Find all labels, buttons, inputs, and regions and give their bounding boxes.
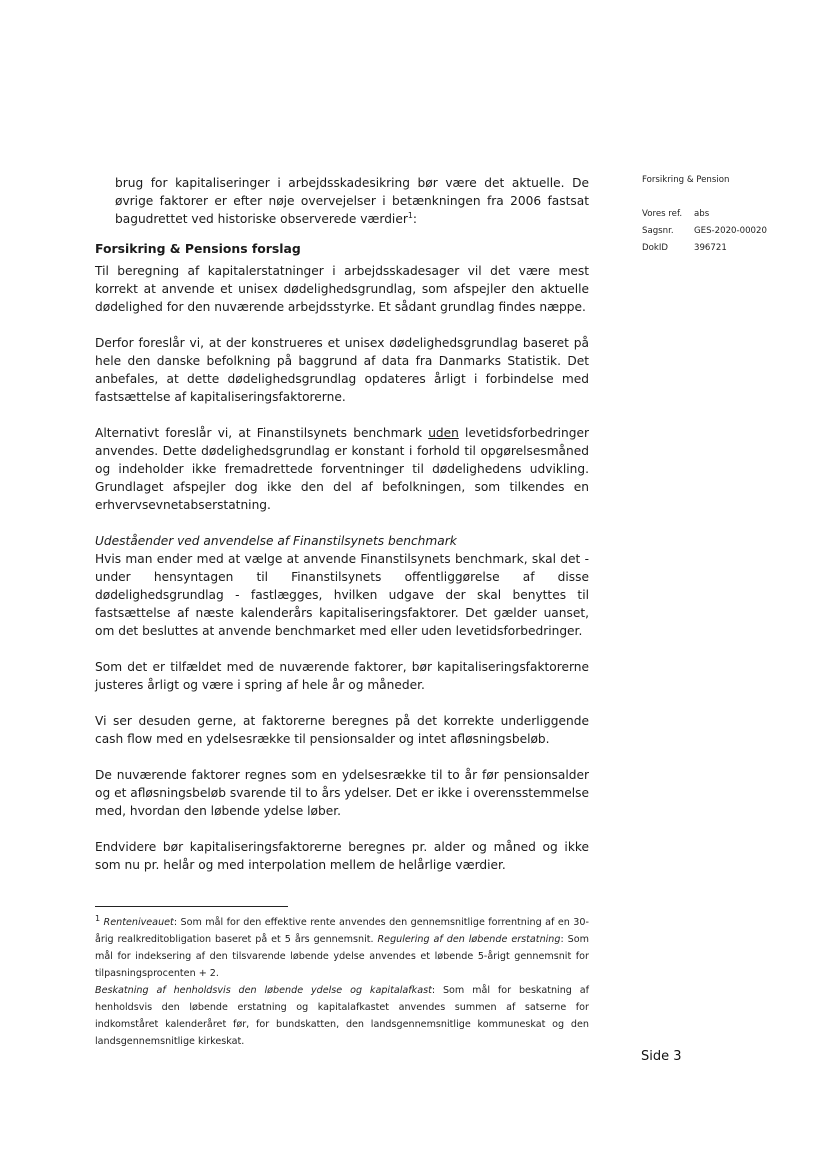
footnote-divider [95, 906, 288, 907]
paragraph-3-underlined: uden [428, 426, 459, 440]
document-metadata [642, 175, 767, 256]
meta-key: Sagsnr. [642, 225, 674, 236]
meta-key: Vores ref. [642, 208, 683, 219]
footnote-label: Regulering af den løbende erstatning [377, 934, 561, 945]
meta-value: 396721 [694, 242, 727, 253]
paragraph-8: Endvidere bør kapitaliseringsfaktorerne beregnes pr. alder og måned og ikke som nu pr. helår og med interpolation mellem de helårlige værdier. [95, 840, 589, 872]
meta-key: DokID [642, 242, 669, 253]
paragraph-2: Derfor foreslår vi, at der konstrueres et unisex dødelighedsgrundlag baseret på hele den danske befolkning på baggrund af data fra Danmarks Statistik. Det anbefales, at dette dødelighedsgrundlag opdateres årligt i forbindelse med fastsættelse af kapitaliseringsfaktorerne. [95, 336, 589, 404]
footnote-label: Renteniveauet [103, 917, 174, 928]
paragraph-7: De nuværende faktorer regnes som en ydelsesrække til to år før pensionsalder og et afløsningsbeløb svarende til to års ydelser. Det er ikke i overensstemmelse med, hvordan den løbende ydelse løber. [95, 768, 589, 818]
paragraph-3 [95, 424, 589, 514]
footnote-body: : Som mål for den effektive rente anvendes den gennemsnitlige forrentning af en 30-årig realkreditobligation baseret på et 5 års gennemsnit. [95, 917, 589, 945]
footnote-body: : Som mål for beskatning af henholdsvis den løbende erstatning og kapitalafkastet anvendes summen af satserne for indkomståret kalenderåret før, for bundskatten, den landsgennemsnitlige kommuneskat og den landsgennemsnitlige kirkeskat. [95, 985, 590, 1047]
main-text [95, 174, 589, 874]
footnote [95, 914, 589, 1050]
subheading: Udeståender ved anvendelse af Finanstilsynets benchmark [95, 534, 457, 548]
intro-text: brug for kapitaliseringer i arbejdsskadesikring bør være det aktuelle. De øvrige faktorer er efter nøje overvejelser i betænkningen fra 2006 fastsat bagudrettet ved historiske observerede værdier [115, 176, 589, 226]
footnote-ref: 1 [407, 210, 413, 220]
paragraph-4: Hvis man ender med at vælge at anvende Finanstilsynets benchmark, skal det - under hensyntagen til Finanstilsynets offentliggørelse af disse dødelighedsgrundlag - fastlægges, hvilken udgave der skal benyttes til fastsættelse af næste kalenderårs kapitaliseringsfaktorer. Det gælder uanset, om det besluttes at anvende benchmarket med eller uden levetidsforbedringer. [95, 552, 589, 638]
paragraph-1: Til beregning af kapitalerstatninger i arbejdsskadesager vil det være mest korrekt at anvende et unisex dødelighedsgrundlag, som afspejler den aktuelle dødelighed for den nuværende arbejdsstyrke. Et sådant grundlag findes næppe. [95, 264, 589, 314]
page-number: Side 3 [641, 1049, 682, 1064]
footnote-marker: 1 [95, 913, 101, 923]
paragraph-6: Vi ser desuden gerne, at faktorerne beregnes på det korrekte underliggende cash flow med en ydelsesrække til pensionsalder og intet afløsningsbeløb. [95, 714, 589, 746]
intro-end: : [412, 212, 418, 226]
meta-value: GES-2020-00020 [694, 225, 767, 236]
paragraph-5: Som det er tilfældet med de nuværende faktorer, bør kapitaliseringsfaktorerne justeres årligt og være i spring af hele år og måneder. [95, 660, 589, 692]
org-name: Forsikring & Pension [642, 175, 730, 185]
footnote-text [95, 982, 589, 1050]
footnote-label: Beskatning af henholdsvis den løbende ydelse og kapitalafkast [95, 985, 432, 996]
meta-row [642, 239, 767, 256]
meta-row [642, 205, 767, 222]
intro-paragraph [115, 174, 589, 228]
paragraph-3-b: levetidsforbedringer anvendes. Dette dødelighedsgrundlag er konstant i forhold til opgørelsesmåned og indeholder ikke fremadrettede forventninger til dødelighedens udvikling. Grundlaget afspejler dog ikke den del af befolkningen, som tilkendes en erhvervsevnetabserstatning. [95, 426, 589, 512]
section-heading: Forsikring & Pensions forslag [95, 241, 301, 256]
paragraph-3-a: Alternativt foreslår vi, at Finanstilsynets benchmark [95, 426, 429, 440]
footnote-body: : Som mål for indeksering af den tilsvarende løbende ydelse anvendes et løbende 5-årigt gennemsnit for tilpasningsprocenten + 2. [95, 934, 589, 979]
meta-row [642, 222, 767, 239]
meta-value: abs [694, 208, 710, 219]
footnote-text [95, 914, 589, 982]
